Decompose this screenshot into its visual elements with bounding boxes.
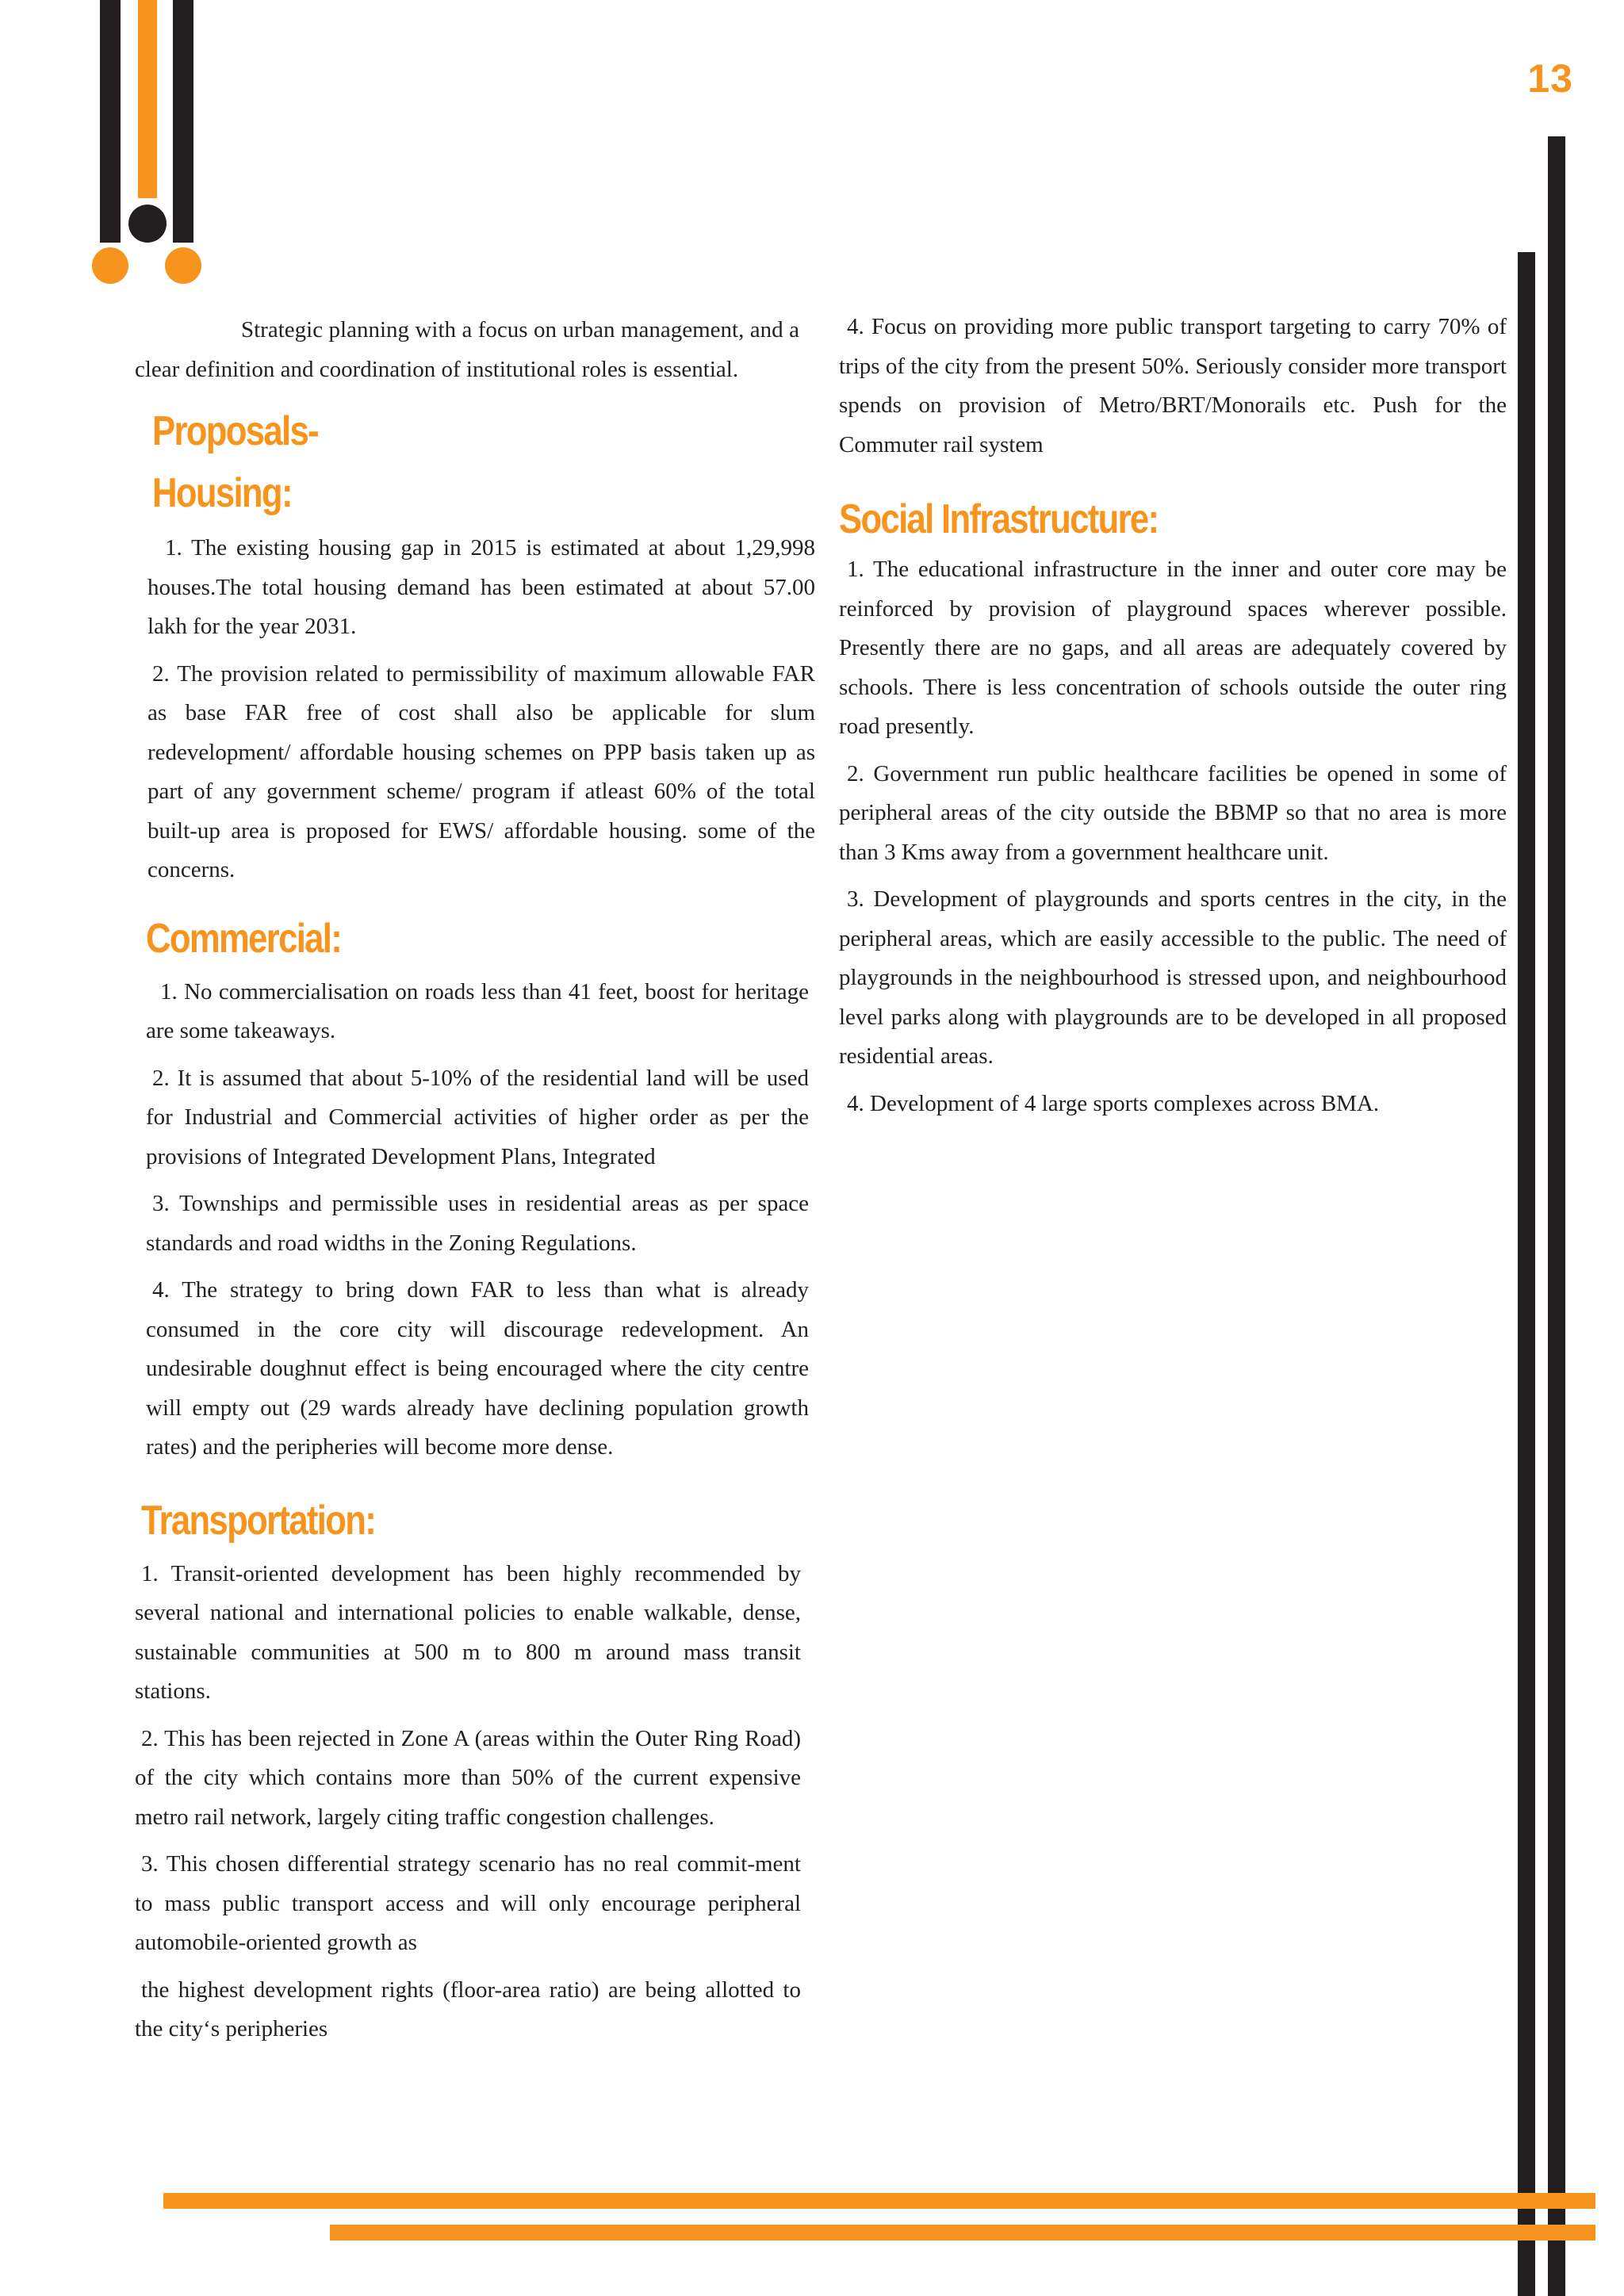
transportation-item-2: 2. This has been rejected in Zone A (areas within the Outer Ring Road) of the city which contains more than 50% of the current expensive metro rail network, largely citing traffic congestion challenges. bbox=[135, 1725, 801, 1830]
decor-dot-orange-right bbox=[165, 247, 201, 284]
commercial-item-3: 3. Townships and permissible uses in residential areas as per space standards and road widths in the Zoning Regulations. bbox=[146, 1191, 809, 1256]
left-column bbox=[135, 311, 815, 2057]
social-infrastructure-heading: Social Infrastructure: bbox=[839, 496, 1159, 542]
social-item-2: 2. Government run public healthcare facilities be opened in some of peripheral areas of the city outside the BBMP so that no area is more than 3 Kms away from a government healthcare unit. bbox=[839, 760, 1507, 865]
transportation-item-4-continued: 4. Focus on providing more public transport targeting to carry 70% of trips of the city from the present 50%. Seriously consider more transport spends on provision of Metro/BRT/Monorails etc. Push for the Commuter rail system bbox=[839, 314, 1507, 457]
decor-bar-left-dark bbox=[100, 0, 121, 243]
commercial-item-2: 2. It is assumed that about 5-10% of the residential land will be used for Industrial and Commercial activities of higher order as per the provisions of Integrated Development Plans, Integrated bbox=[146, 1065, 809, 1169]
commercial-item-4: 4. The strategy to bring down FAR to less than what is already consumed in the core city will discourage redevelopment. An undesirable doughnut effect is being encouraged where the city centre will empty out (29 wards already have declining population growth rates) and the peripheries will become more dense. bbox=[146, 1277, 809, 1460]
housing-item-1: 1. The existing housing gap in 2015 is estimated at about 1,29,998 houses.The total housing demand has been estimated at about 57.00 lakh for the year 2031. bbox=[147, 535, 815, 639]
housing-item-2: 2. The provision related to permissibility of maximum allowable FAR as base FAR free of cost shall also be applicable for slum redevelopment/ affordable housing schemes on PPP basis taken up as part of any government scheme/ program if atleast 60% of the total built-up area is proposed for EWS/ affordable housing. some of the concerns. bbox=[147, 660, 815, 882]
transportation-item-1: 1. Transit-oriented development has been highly recommended by several national and international policies to enable walkable, dense, sustainable communities at 500 m to 800 m around mass transit stations. bbox=[135, 1560, 801, 1704]
commercial-heading: Commercial: bbox=[146, 915, 342, 962]
social-item-3: 3. Development of playgrounds and sports centres in the city, in the peripheral areas, which are easily accessible to the public. The need of playgrounds in the neighbourhood is stressed upon, and neighbourhood level parks along with playgrounds are to be developed in all proposed residential areas. bbox=[839, 886, 1507, 1069]
social-item-1: 1. The educational infrastructure in the inner and outer core may be reinforced by provision of playground spaces wherever possible. Presently there are no gaps, and all areas are adequately covered by schools. There is less concentration of schools outside the outer ring road presently. bbox=[839, 557, 1507, 739]
intro-paragraph: Strategic planning with a focus on urban management, and a clear definition and coordination of institutional roles is essential. bbox=[135, 317, 799, 382]
decor-dot-dark bbox=[128, 205, 167, 243]
right-column bbox=[839, 308, 1507, 1131]
transportation-item-3: 3. This chosen differential strategy scenario has no real commit-ment to mass public transport access and will only encourage peripheral automobile-oriented growth as bbox=[135, 1851, 801, 1955]
decor-bar-left-orange bbox=[138, 0, 157, 198]
transportation-item-4: the highest development rights (floor-area ratio) are being allotted to the city‘s peripheries bbox=[135, 1976, 801, 2042]
housing-heading: Housing: bbox=[152, 470, 292, 516]
decor-bar-left-dark-2 bbox=[173, 0, 193, 243]
commercial-item-1: 1. No commercialisation on roads less than 41 feet, boost for heritage are some takeaways. bbox=[146, 978, 809, 1043]
decor-bar-right-1 bbox=[1518, 252, 1535, 2296]
page-number: 13 bbox=[1527, 56, 1573, 101]
proposals-heading: Proposals- bbox=[152, 408, 318, 454]
social-item-4: 4. Development of 4 large sports complexes across BMA. bbox=[847, 1090, 1380, 1116]
transportation-heading: Transportation: bbox=[141, 1497, 376, 1544]
decor-bar-bottom-2 bbox=[330, 2225, 1595, 2241]
decor-bar-bottom-1 bbox=[163, 2193, 1595, 2209]
decor-dot-orange-left bbox=[92, 247, 128, 284]
decor-bar-right-2 bbox=[1548, 136, 1565, 2296]
